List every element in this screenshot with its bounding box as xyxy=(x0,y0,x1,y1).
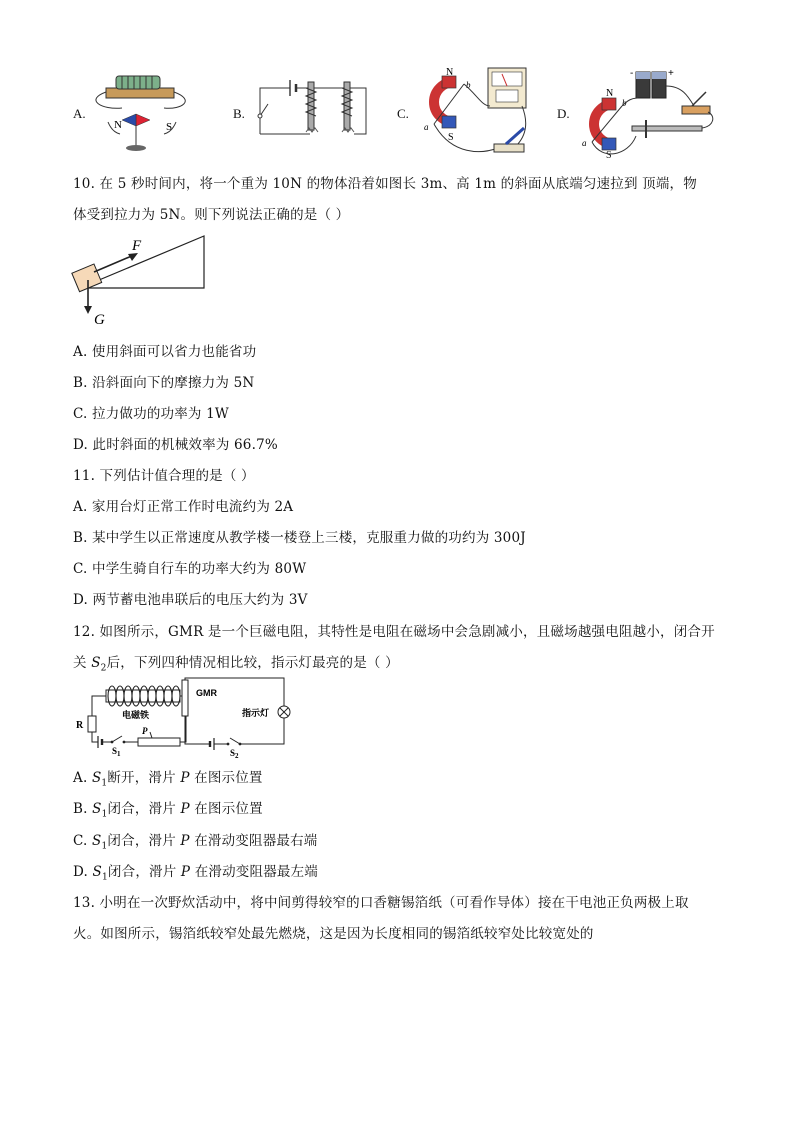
q10-stem-line1: 10. 在 5 秒时间内，将一个重为 10N 的物体沿着如图长 3m、高 1m 的斜面从底端匀速拉到 顶端，物 xyxy=(73,176,697,192)
q11-option-c: C. 中学生骑自行车的功率大约为 80W xyxy=(73,561,307,577)
fig-d-b-label: b xyxy=(622,98,627,108)
figure-b-electromagnets-circuit xyxy=(250,74,375,154)
fig-d-minus: - xyxy=(630,68,634,79)
q10-option-b: B. 沿斜面向下的摩擦力为 5N xyxy=(73,375,255,391)
q11-option-b: B. 某中学生以正常速度从教学楼一楼登上三楼，克服重力做的功约为 300J xyxy=(73,530,526,546)
figure-c-magnet-galvanometer xyxy=(412,66,547,158)
figure-incline xyxy=(70,232,210,330)
option-b-label: B. xyxy=(233,106,245,121)
option-a-label: A. xyxy=(73,106,86,121)
fig-a-s-label: S xyxy=(166,121,173,133)
electromagnet-label: 电磁铁 xyxy=(122,711,150,721)
q10-option-d: D. 此时斜面的机械效率为 66.7% xyxy=(73,437,278,453)
q12-option-c: C. $S_1$闭合，滑片 P 在滑动变阻器最右端 xyxy=(73,833,318,852)
q13-line1: 13. 小明在一次野炊活动中，将中间剪得较窄的口香糖锡箔纸（可看作导体）接在干电池正负两极上取 xyxy=(73,895,689,911)
fig-c-n-label: N xyxy=(446,67,454,78)
q11-option-d: D. 两节蓄电池串联后的电压大约为 3V xyxy=(73,592,308,608)
figure-gmr-circuit xyxy=(72,676,297,760)
q12-option-a: A. $S_1$断开，滑片 P 在图示位置 xyxy=(73,770,263,789)
q12-option-b: B. $S_1$闭合，滑片 P 在图示位置 xyxy=(73,801,263,820)
figure-a-solenoid-compass xyxy=(92,70,202,155)
q12-stem-line1: 12. 如图所示，GMR 是一个巨磁电阻，其特性是电阻在磁场中会急剧减小，且磁场越强电阻越小，闭合开 xyxy=(73,624,715,640)
fig-d-s-label: S xyxy=(606,150,612,161)
fig-d-plus: + xyxy=(668,68,674,79)
q11-stem: 11. 下列估计值合理的是（ ） xyxy=(73,468,255,484)
switch-s1-label: $S_1$ xyxy=(112,746,121,758)
fig-c-s-label: S xyxy=(448,132,454,143)
q10-option-a: A. 使用斜面可以省力也能省功 xyxy=(73,344,257,360)
fig-c-b-label: b xyxy=(466,80,471,90)
option-d-label: D. xyxy=(557,106,570,121)
fig-d-a-label: a xyxy=(582,138,587,148)
fig-c-a-label: a xyxy=(424,122,429,132)
force-f-label: F xyxy=(132,238,142,254)
slider-p-label: P xyxy=(142,726,148,736)
q10-option-c: C. 拉力做功的功率为 1W xyxy=(73,406,229,422)
gmr-label: GMR xyxy=(196,688,217,698)
indicator-lamp-label: 指示灯 xyxy=(242,709,270,719)
q10-stem-line2: 体受到拉力为 5N。则下列说法正确的是（ ） xyxy=(73,207,350,223)
fig-d-n-label: N xyxy=(606,88,614,99)
q12-stem-line2: 关 $S_2$后，下列四种情况相比较，指示灯最亮的是（ ） xyxy=(73,655,399,674)
switch-s2-label: $S_2$ xyxy=(230,748,239,760)
fig-a-n-label: N xyxy=(114,119,122,131)
q11-option-a: A. 家用台灯正常工作时电流约为 2A xyxy=(73,499,294,515)
option-c-label: C. xyxy=(397,106,409,121)
resistor-r-label: R xyxy=(76,720,84,731)
figure-d-magnet-battery-rail xyxy=(572,66,722,161)
q12-option-d: D. $S_1$闭合，滑片 P 在滑动变阻器最左端 xyxy=(73,864,319,883)
force-g-label: G xyxy=(94,312,105,328)
q13-line2: 火。如图所示，锡箔纸较窄处最先燃烧，这是因为长度相同的锡箔纸较窄处比较宽处的 xyxy=(73,926,594,942)
